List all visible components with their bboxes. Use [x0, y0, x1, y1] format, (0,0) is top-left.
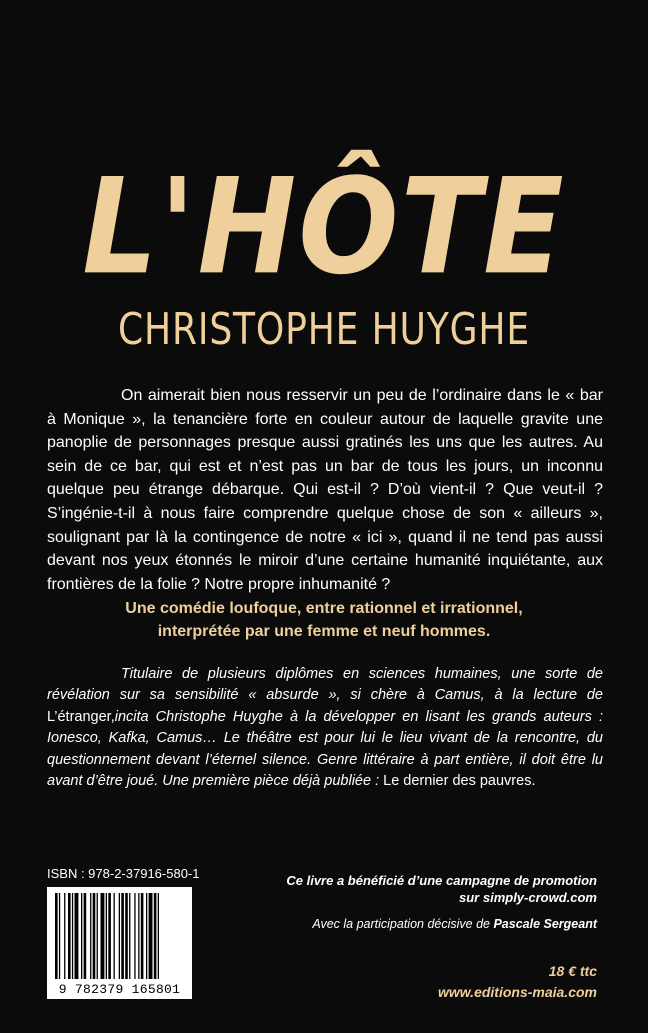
bio-book-title-2: Le dernier des pauvres.: [383, 773, 536, 790]
author-name: CHRISTOPHE HUYGHE: [118, 304, 530, 355]
publisher-website: www.editions-maia.com: [438, 984, 597, 1000]
bio-text-1: Titulaire de plusieurs diplômes en sciences humaines, une sorte de révélation sur sa sensibilité « absurde », si chère à Camus, à la lecture de: [47, 666, 603, 704]
author-bio: [47, 664, 603, 792]
price: 18 € ttc: [548, 963, 597, 979]
promo-text: [270, 872, 597, 906]
isbn-label: ISBN : 978-2-37916-580-1: [47, 866, 200, 881]
tagline-line-2: interprétée par une femme et neuf hommes.: [157, 623, 491, 640]
tagline: [0, 597, 648, 643]
bio-text-2: incita Christophe Huyghe à la développer en lisant les grands auteurs : Ionesco, Kafka, Camus… Le théâtre est pour lui le lieu vivant de la rencontre, du questionnement devant l’éternel silence. Genre littéraire à part entière, il doit être lu avant d’être joué. Une première pièce déjà publiée :: [47, 708, 603, 790]
promo-line-2: sur simply-crowd.com: [459, 890, 597, 905]
participation-name: Pascale Sergeant: [493, 917, 597, 931]
book-title: L'HÔTE: [82, 149, 566, 304]
tagline-line-1: Une comédie loufoque, entre rationnel et irrationnel,: [125, 600, 523, 617]
participation-credit: [250, 916, 597, 932]
bio-book-title-1: L’étranger,: [47, 708, 115, 725]
promo-line-1: Ce livre a bénéficié d’une campagne de promotion: [286, 873, 597, 888]
participation-prefix: Avec la participation décisive de: [312, 917, 494, 931]
synopsis-paragraph: On aimerait bien nous resservir un peu de l’ordinaire dans le « bar à Monique », la tenancière forte en couleur autour de laquelle gravite une panoplie de personnages presque aussi gratinés les uns que les autres. Au sein de ce bar, qui est et n’est pas un bar de tous les jours, un inconnu quelque peu étrange débarque. Qui est-il ? D’où vient-il ? Que veut-il ? S’ingénie-t-il à nous faire comprendre quelque chose de son « ailleurs », soulignant par là la contingence de notre « ici », quand il ne tend pas aussi devant nos yeux étonnés le miroir d’une certaine humanité inquiétante, aux frontières de la folie ? Notre propre inhumanité ?: [47, 387, 603, 593]
barcode-digits: 9 782379 165801: [58, 982, 181, 997]
barcode: [47, 887, 192, 999]
